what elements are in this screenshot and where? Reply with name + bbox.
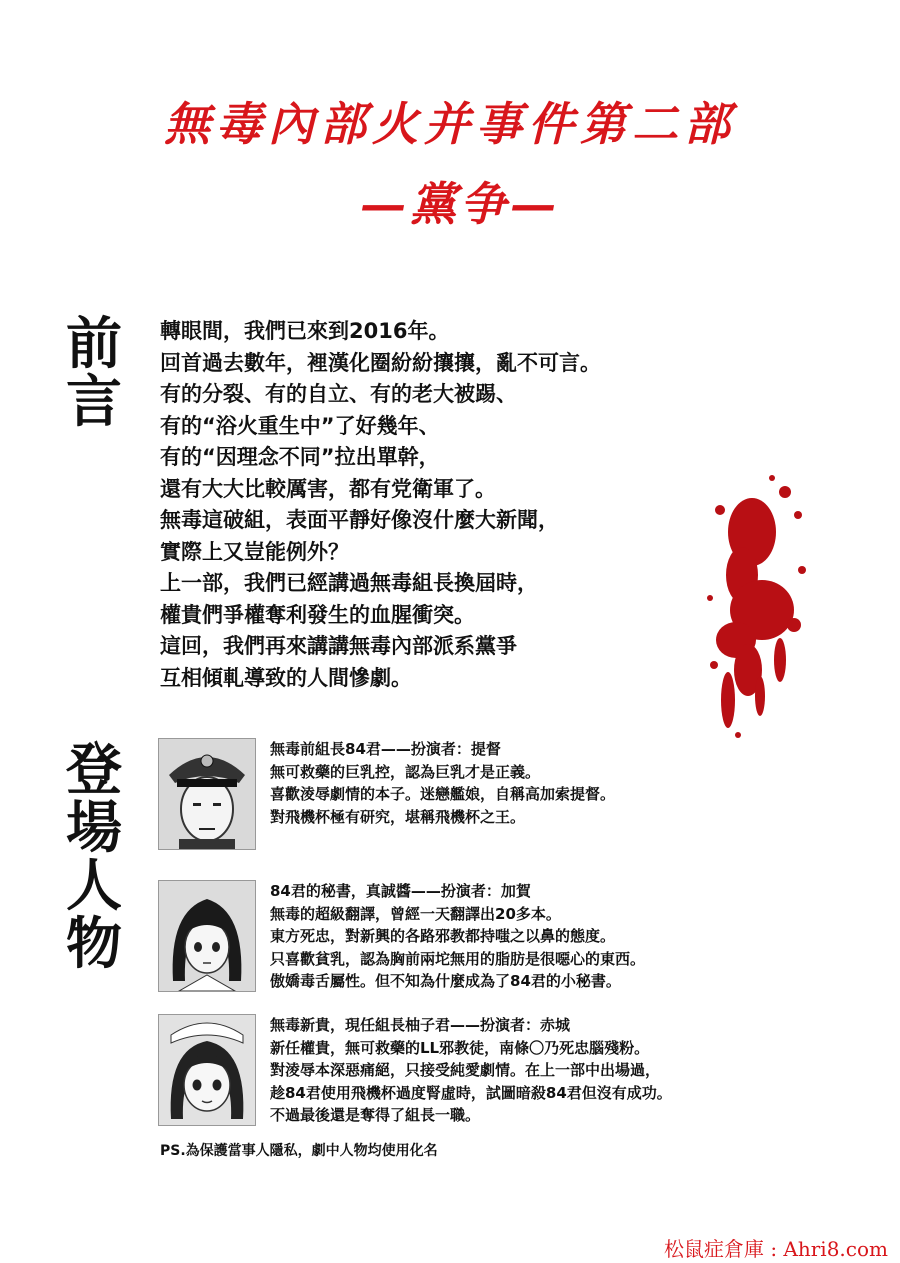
portrait-akagi-icon	[159, 1015, 255, 1125]
character-description	[270, 1014, 672, 1127]
preface-heading-char: 前	[66, 312, 122, 377]
character-line: 喜歡淩辱劇情的本子。迷戀艦娘，自稱高加索提督。	[270, 785, 616, 803]
portrait-kaga-icon	[159, 881, 255, 991]
portrait-admiral-icon	[159, 739, 255, 849]
preface-line: 互相傾軋導致的人間慘劇。	[160, 665, 412, 690]
page-subtitle: —黨争—	[360, 177, 560, 231]
preface-text	[160, 316, 601, 694]
character-description	[270, 738, 615, 828]
blood-splatter-icon	[690, 470, 820, 750]
cast-heading-char: 登	[66, 738, 122, 803]
preface-heading	[62, 312, 126, 435]
cast-heading	[62, 738, 126, 977]
cast-heading-char: 人	[66, 854, 122, 919]
character-line: 84君的秘書，真誠醬——扮演者：加賀	[270, 882, 531, 900]
preface-line: 上一部，我們已經講過無毒組長換屆時，	[160, 571, 538, 595]
character-line: 只喜歡貧乳，認為胸前兩坨無用的脂肪是很噁心的東西。	[270, 949, 646, 968]
character-line: 對淩辱本深惡痛絕，只接受純愛劇情。在上一部中出場過，	[270, 1061, 661, 1079]
preface-line: 轉眼間，我們已來到2016年。	[160, 319, 450, 343]
cast-heading-char: 物	[66, 912, 122, 977]
preface-line: 無毒這破組，表面平靜好像沒什麼大新聞，	[160, 508, 559, 532]
character-line: 無毒的超級翻譯，曾經一天翻譯出20多本。	[270, 904, 561, 923]
preface-line: 有的“浴火重生中”了好幾年、	[160, 413, 440, 438]
character-description	[270, 880, 645, 993]
character-line: 無毒前組長84君——扮演者：提督	[270, 740, 501, 758]
preface-line: 有的“因理念不同”拉出單幹，	[160, 445, 440, 469]
footer-watermark: 松鼠症倉庫 : Ahri8.com	[663, 1237, 888, 1261]
preface-line: 權貴們爭權奪利發生的血腥衝突。	[160, 602, 475, 627]
preface-line: 回首過去數年，裡漢化圈紛紛攘攘，亂不可言。	[160, 350, 601, 375]
character-line: 無毒新貴，現任組長柚子君——扮演者：赤城	[270, 1016, 571, 1034]
preface-line: 實際上又豈能例外？	[160, 539, 349, 564]
ps-note: PS.為保護當事人隱私，劇中人物均使用化名	[160, 1143, 438, 1159]
character-line: 無可救藥的巨乳控，認為巨乳才是正義。	[270, 762, 541, 781]
character-line: 趁84君使用飛機杯過度腎虛時，試圖暗殺84君但沒有成功。	[270, 1083, 672, 1102]
character-line: 傲嬌毒舌屬性。但不知為什麼成為了84君的小秘書。	[270, 972, 621, 990]
preface-line: 有的分裂、有的自立、有的老大被踢、	[160, 382, 517, 406]
character-line: 新任權貴，無可救藥的LL邪教徒，南條〇乃死忠腦殘粉。	[270, 1038, 650, 1057]
character-line: 不過最後還是奪得了組長一職。	[270, 1106, 481, 1124]
preface-line: 這回，我們再來講講無毒內部派系黨爭	[160, 634, 517, 658]
portrait-admiral	[158, 738, 256, 850]
preface-heading-char: 言	[66, 370, 122, 435]
portrait-kaga	[158, 880, 256, 992]
portrait-akagi	[158, 1014, 256, 1126]
cast-heading-char: 場	[66, 796, 122, 861]
character-line: 東方死忠，對新興的各路邪教都持嗤之以鼻的態度。	[270, 927, 616, 945]
preface-line: 還有大大比較厲害，都有党衛軍了。	[160, 476, 496, 501]
page-title: 無毒內部火并事件第二部	[164, 97, 736, 151]
character-line: 對飛機杯極有研究，堪稱飛機杯之王。	[270, 807, 526, 826]
